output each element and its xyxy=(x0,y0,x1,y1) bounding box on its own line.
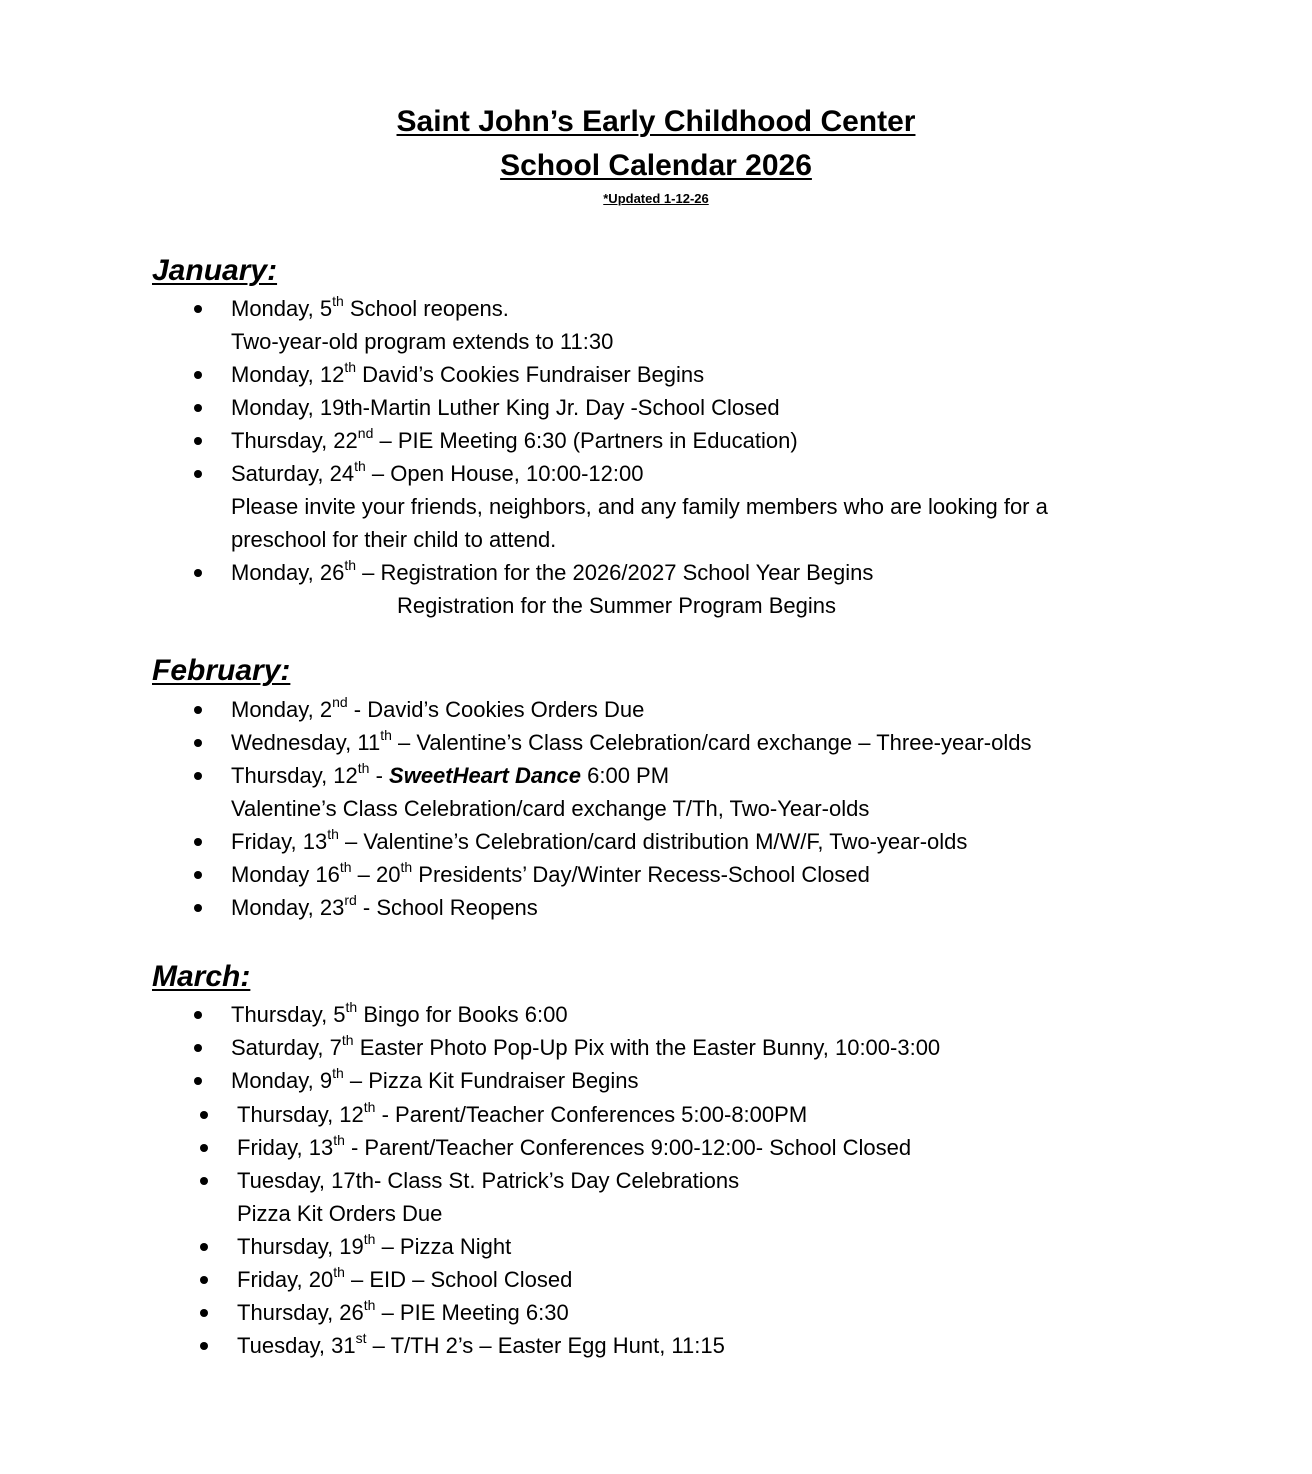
bullet-icon xyxy=(194,437,202,445)
bullet-icon xyxy=(200,1177,208,1185)
bullet-icon xyxy=(194,305,202,313)
list-item: Thursday, 19th – Pizza Night xyxy=(237,1230,1237,1263)
list-item: Friday, 20th – EID – School Closed xyxy=(237,1263,1237,1296)
bullet-icon xyxy=(200,1342,208,1350)
list-item: Monday, 26th – Registration for the 2026/2027 School Year Begins Registration for the Summer Program Begins xyxy=(231,556,1231,622)
list-item: Tuesday, 17th- Class St. Patrick’s Day Celebrations Pizza Kit Orders Due xyxy=(237,1164,1237,1230)
month-heading-january: January: xyxy=(152,254,278,287)
bullet-icon xyxy=(200,1243,208,1251)
month-heading-february: February: xyxy=(152,654,291,687)
list-item: Thursday, 12th - SweetHeart Dance 6:00 PM Valentine’s Class Celebration/card exchange T/Th, Two-Year-olds xyxy=(231,759,1231,825)
bullet-icon xyxy=(194,1044,202,1052)
bullet-icon xyxy=(194,838,202,846)
list-item: Monday, 19th-Martin Luther King Jr. Day -School Closed xyxy=(231,391,1231,424)
list-item: Monday, 5th School reopens. Two-year-old program extends to 11:30 xyxy=(231,292,1231,358)
list-item: Saturday, 24th – Open House, 10:00-12:00 Please invite your friends, neighbors, and any family members who are looking for a preschool for their child to attend. xyxy=(231,457,1231,556)
document-subtitle: School Calendar 2026 xyxy=(500,149,812,182)
bullet-icon xyxy=(194,706,202,714)
bullet-icon xyxy=(200,1111,208,1119)
bullet-icon xyxy=(194,1077,202,1085)
list-item: Thursday, 5th Bingo for Books 6:00 xyxy=(231,998,1231,1031)
bullet-icon xyxy=(194,404,202,412)
march-event-list-b xyxy=(237,1098,1237,1362)
list-item: Thursday, 22nd – PIE Meeting 6:30 (Partners in Education) xyxy=(231,424,1231,457)
month-heading-march: March: xyxy=(152,960,251,993)
list-item: Monday, 23rd - School Reopens xyxy=(231,891,1231,924)
updated-note: *Updated 1-12-26 xyxy=(603,191,709,206)
list-item: Wednesday, 11th – Valentine’s Class Celebration/card exchange – Three-year-olds xyxy=(231,726,1231,759)
list-item: Friday, 13th – Valentine’s Celebration/card distribution M/W/F, Two-year-olds xyxy=(231,825,1231,858)
list-item: Thursday, 26th – PIE Meeting 6:30 xyxy=(237,1296,1237,1329)
february-event-list xyxy=(231,693,1231,924)
list-item: Tuesday, 31st – T/TH 2’s – Easter Egg Hunt, 11:15 xyxy=(237,1329,1237,1362)
january-event-list xyxy=(231,292,1231,622)
list-item: Monday, 9th – Pizza Kit Fundraiser Begins xyxy=(231,1064,1231,1097)
bullet-icon xyxy=(200,1276,208,1284)
list-item: Saturday, 7th Easter Photo Pop-Up Pix with the Easter Bunny, 10:00-3:00 xyxy=(231,1031,1231,1064)
list-item: Monday, 2nd - David’s Cookies Orders Due xyxy=(231,693,1231,726)
march-event-list-a xyxy=(231,998,1231,1097)
bullet-icon xyxy=(194,569,202,577)
bullet-icon xyxy=(200,1309,208,1317)
document-title: Saint John’s Early Childhood Center xyxy=(396,105,916,138)
bullet-icon xyxy=(194,470,202,478)
bullet-icon xyxy=(194,1011,202,1019)
list-item: Monday 16th – 20th Presidents’ Day/Winter Recess-School Closed xyxy=(231,858,1231,891)
bullet-icon xyxy=(194,739,202,747)
list-item: Friday, 13th - Parent/Teacher Conferences 9:00-12:00- School Closed xyxy=(237,1131,1237,1164)
bullet-icon xyxy=(194,371,202,379)
list-item: Thursday, 12th - Parent/Teacher Conferences 5:00-8:00PM xyxy=(237,1098,1237,1131)
document-header xyxy=(0,100,1312,208)
bullet-icon xyxy=(194,904,202,912)
bullet-icon xyxy=(200,1144,208,1152)
list-item: Monday, 12th David’s Cookies Fundraiser Begins xyxy=(231,358,1231,391)
bullet-icon xyxy=(194,772,202,780)
bullet-icon xyxy=(194,871,202,879)
